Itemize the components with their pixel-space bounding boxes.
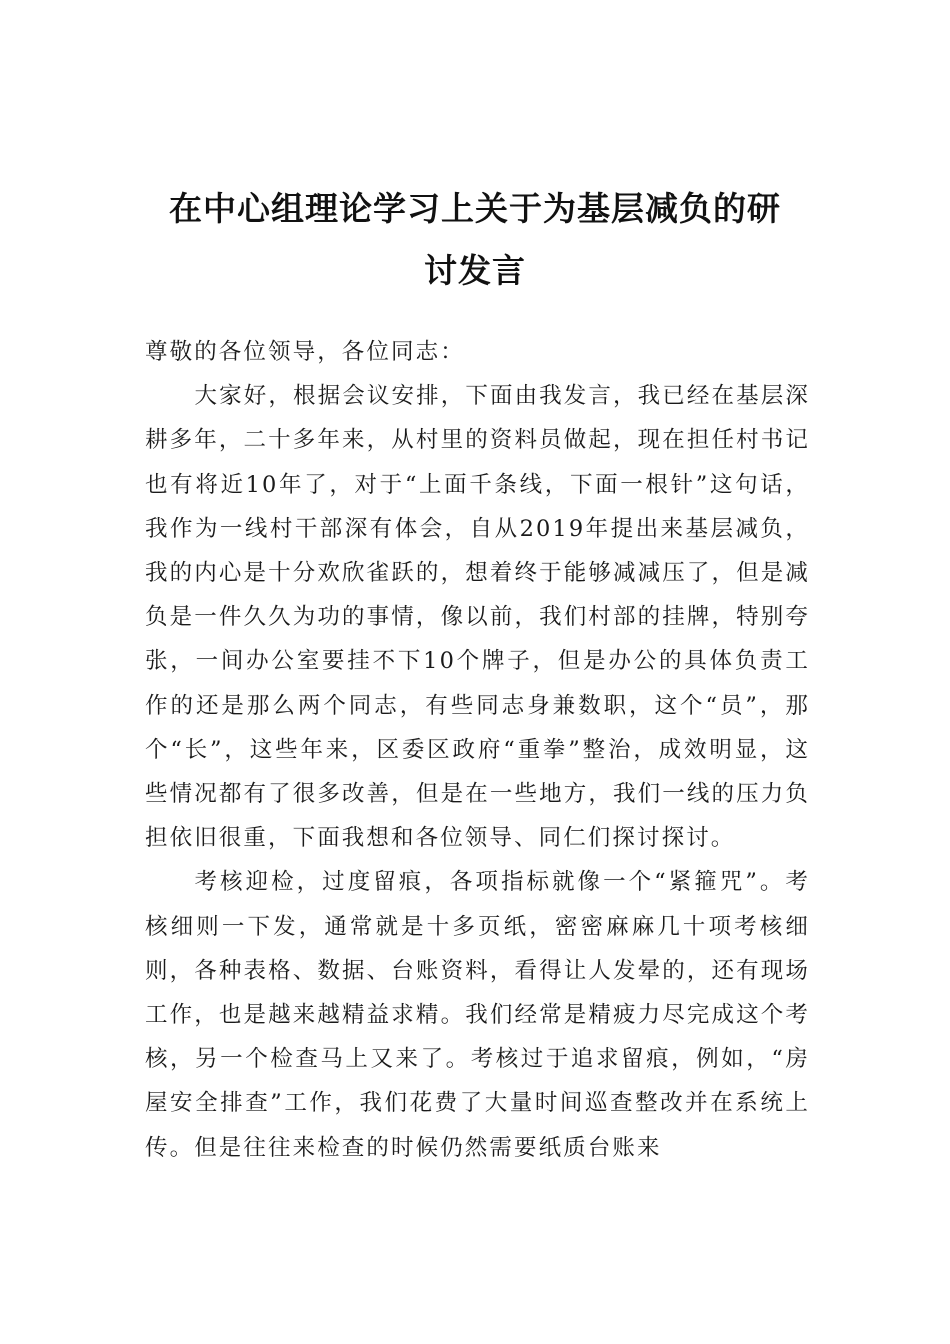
salutation: 尊敬的各位领导，各位同志： <box>145 339 465 365</box>
document-body <box>145 330 810 1170</box>
page-title <box>145 178 805 302</box>
title-line-2: 讨发言 <box>424 251 526 291</box>
paragraph-2: 考核迎检，过度留痕，各项指标就像一个“紧箍咒”。考核细则一下发，通常就是十多页纸，密密麻麻几十项考核细则，各种表格、数据、台账资料，看得让人发晕的，还有现场工作，也是越来越精益求精。我们经常是精疲力尽完成这个考核，另一个检查马上又来了。考核过于追求留痕，例如，“房屋安全排查”工作，我们花费了大量时间巡查整改并在系统上传。但是往往来检查的时候仍然需要纸质台账来 <box>145 869 810 1161</box>
title-line-1: 在中心组理论学习上关于为基层减负的研 <box>169 189 781 229</box>
paragraph-1: 大家好，根据会议安排，下面由我发言，我已经在基层深耕多年，二十多年来，从村里的资料员做起，现在担任村书记也有将近10年了，对于“上面千条线，下面一根针”这句话，我作为一线村干部深有体会，自从2019年提出来基层减负，我的内心是十分欢欣雀跃的，想着终于能够减减压了，但是减负是一件久久为功的事情，像以前，我们村部的挂牌，特别夸张，一间办公室要挂不下10个牌子，但是办公的具体负责工作的还是那么两个同志，有些同志身兼数职，这个“员”，那个“长”，这些年来，区委区政府“重拳”整治，成效明显，这些情况都有了很多改善，但是在一些地方，我们一线的压力负担依旧很重，下面我想和各位领导、同仁们探讨探讨。 <box>145 383 810 852</box>
